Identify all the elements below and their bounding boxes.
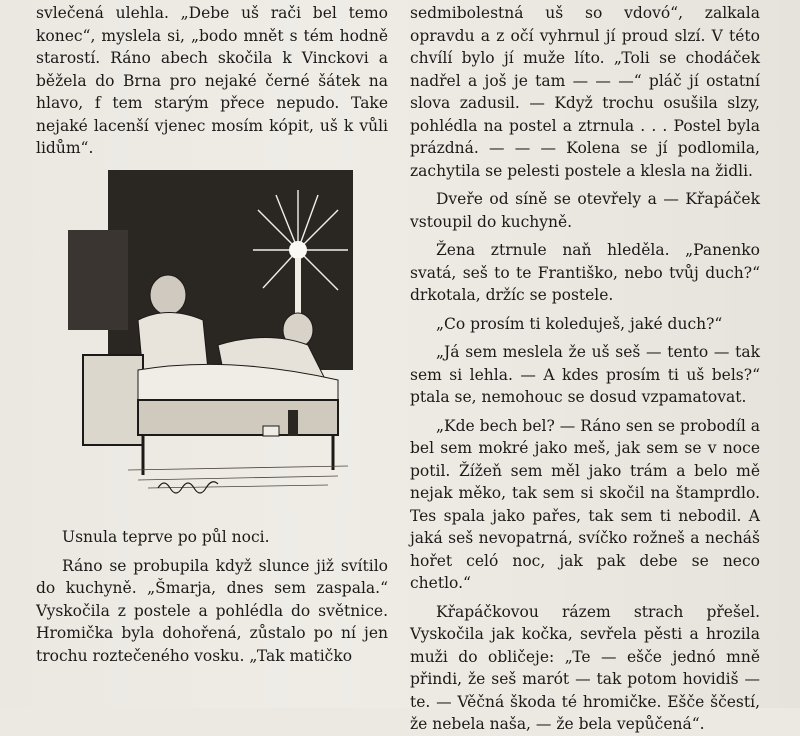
left-column-bottom xyxy=(36,526,388,667)
right-paragraph-3: Žena ztrnule naň hleděla. „Panenko svatá, seš to te Františko, nebo tvůj duch?“ drkotala, držíc se postele. xyxy=(410,241,760,304)
candle xyxy=(295,258,301,318)
right-paragraph-6: „Kde bech bel? — Ráno sen se probodíl a bel sem mokré jako meš, jak sem se v noce potil. Žížeň sem měl jako trám a belo mě nejak měko, tak sem si skočil na štamprdlo. Tes spala jako pařes, tak sem ti nebodil. A jaká seš nevopatrná, svíčko rožneš a necháš hořet celó noc, jak pak debe se neco chetlo.“ xyxy=(410,416,760,592)
left-bottom-paragraph-1: Usnula teprve po půl noci. xyxy=(62,528,270,546)
left-bottom-paragraph-2: Ráno se probupila když slunce již svítilo do kuchyně. „Šmarja, dnes sem zaspala.“ Vyskočila z postele a pohlédla do světnice. Hromička byla dohořená, zůstalo po ní jen trochu roztečeného vosku. „Tak matičko xyxy=(36,556,388,665)
left-top-paragraph: svlečená ulehla. „Debe uš rači bel temo konec“, myslela si, „bodo mnět s tém hodně starostí. Ráno abech skočila k Vinckovi a běžela do Brna pro nejaké černé šátek na hlavo, f tem starým přece nepudo. Take nejaké lacenší vjenec mosím kópit, uš k vůli lidům“. xyxy=(36,4,388,157)
bed-illustration xyxy=(68,170,358,510)
right-column xyxy=(410,2,760,736)
candle-flame xyxy=(289,241,307,259)
left-column xyxy=(36,2,388,160)
right-paragraph-4: „Co prosím ti koleduješ, jaké duch?“ xyxy=(436,314,723,333)
right-paragraph-2: Dveře od síně se otevřely a — Křapáček vstoupil do kuchyně. xyxy=(410,190,760,231)
bottle xyxy=(288,410,298,436)
bed-headboard xyxy=(83,355,143,445)
right-paragraph-5: „Já sem meslela že uš seš — tento — tak sem si lehla. — A kdes prosím ti uš bels?“ ptala se, nemohouc se dosud vzpamatovat. xyxy=(410,343,760,406)
cup xyxy=(263,426,279,436)
right-paragraph-1: sedmibolestná uš so vdovó“, zalkala opravdu a z očí vyhrnul jí proud slzí. V této chvílí bylo jí muže líto. „Toli se chodáček nadřel a još je tam — — —“ pláč jí ostatní slova zadusil. — Když trochu osušila slzy, pohlédla na postel a ztrnula . . . Postel byla prázdná. — — — Kolena se jí podlomila, zachytila se pelesti postele a klesla na židli. xyxy=(410,4,760,180)
bed-scene-drawing xyxy=(68,170,358,510)
woman-head xyxy=(150,275,186,315)
right-paragraph-7: Křapáčkovou rázem strach přešel. Vyskočila jak kočka, sevřela pěsti a hrozila muži do obličeje: „Te — ešče jednó mně přindi, že seš marót — tak potom hovidiš — te. — Věčná škoda té hromičke. Ešče ščestí, že nebela naša, — že bela vepůčená“. xyxy=(410,602,760,733)
bed-frame xyxy=(138,400,338,435)
